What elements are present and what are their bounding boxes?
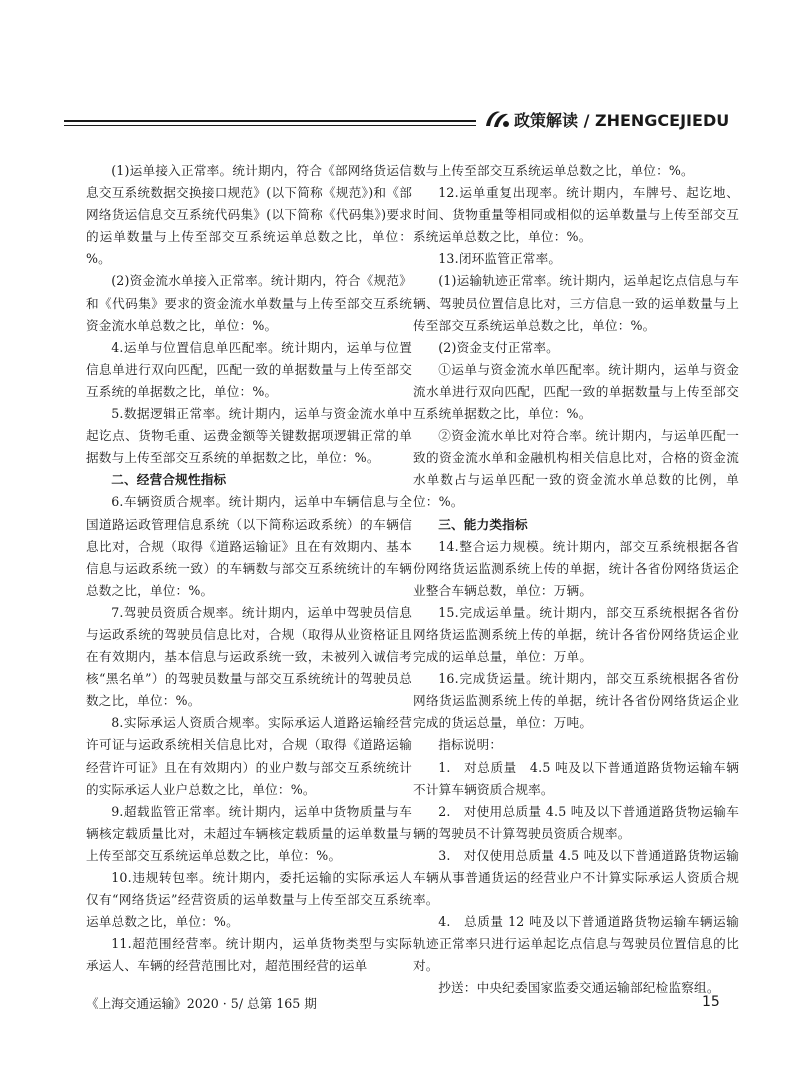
paragraph: (2)资金支付正常率。 [438, 339, 559, 355]
header-rule [64, 120, 476, 122]
paragraph: 指标说明： [438, 737, 503, 753]
section-label: 政策解读 / ZHENGCEJIEDU [514, 111, 730, 130]
paragraph: 1. 对总质量 4.5 吨及以下普通道路货物运输车辆不计算车辆资质合规率。 [413, 759, 739, 797]
journal-logo-icon [482, 106, 512, 132]
journal-footer: 《上海交通运输》2020 · 5/ 总第 165 期 [86, 996, 317, 1011]
paragraph: 13.闭环监管正常率。 [438, 251, 562, 267]
paragraph: 9.超载监管正常率。统计期内，运单中货物质量与车辆核定载质量比对，未超过车辆核定载质量的运单数量与上传至部交互系统运单总数之比，单位：%。 [86, 803, 412, 863]
paragraph: 3. 对仅使用总质量 4.5 吨及以下普通道路货物运输车辆从事普通货运的经营业户不计算实际承运人资质合规率。 [413, 847, 739, 908]
paragraph: 11.超范围经营率。统计期内，运单货物类型与实际承运人、车辆的经营范围比对，超范围经营的运单 [86, 936, 412, 974]
page-number: 15 [702, 994, 720, 1010]
paragraph: 4. 总质量 12 吨及以下普通道路货物运输车辆运输轨迹正常率只进行运单起讫点信息与驾驶员位置信息的比对。 [413, 914, 739, 974]
left-column [86, 160, 412, 977]
paragraph: 数与上传至部交互系统运单总数之比，单位：%。 [413, 163, 694, 178]
paragraph: 2. 对使用总质量 4.5 吨及以下普通道路货物运输车辆的驾驶员不计算驾驶员资质合规率。 [413, 803, 739, 841]
paragraph: (1)运输轨迹正常率。统计期内，运单起讫点信息与车辆、驾驶员位置信息比对，三方信息一致的运单数量与上传至部交互系统运单总数之比，单位：%。 [413, 273, 739, 333]
paragraph: (2)资金流水单接入正常率。统计期内，符合《规范》和《代码集》要求的资金流水单数量与上传至部交互系统资金流水单总数之比，单位：%。 [86, 273, 412, 333]
paragraph: 7.驾驶员资质合规率。统计期内，运单中驾驶员信息与运政系统的驾驶员信息比对，合规（取得从业资格证且在有效期内，基本信息与运政系统一致，未被列入诚信考核“黑名单”）的驾驶员数量与部交互系统统计的驾驶员总数之比，单位：%。 [86, 604, 412, 709]
paragraph: ①运单与资金流水单匹配率。统计期内，运单与资金流水单进行双向匹配，匹配一致的单据数量与上传至部交互系统单据数之比，单位：%。 [413, 361, 739, 422]
paragraph: 8.实际承运人资质合规率。实际承运人道路运输经营许可证与运政系统相关信息比对，合规（取得《道路运输经营许可证》且在有效期内）的业户数与部交互系统统计的实际承运人业户总数之比，单位：%。 [86, 715, 412, 797]
header-rule-thin [64, 125, 476, 126]
right-column [413, 160, 739, 1000]
paragraph: 4.运单与位置信息单匹配率。统计期内，运单与位置信息单进行双向匹配，匹配一致的单据数量与上传至部交互系统的单据数之比，单位：%。 [86, 339, 412, 399]
paragraph: (1)运单接入正常率。统计期内，符合《部网络货运信息交互系统数据交换接口规范》(以下简称《规范》)和《部网络货运信息交互系统代码集》(以下简称《代码集》)要求的运单数量与上传至部交互系统运单总数之比，单位：%。 [86, 163, 412, 267]
paragraph: ②资金流水单比对符合率。统计期内，与运单匹配一致的资金流水单和金融机构相关信息比对，合格的资金流水单数占与运单匹配一致的资金流水单总数的比例，单位：%。 [413, 428, 739, 510]
paragraph: 10.违规转包率。统计期内，委托运输的实际承运人仅有“网络货运”经营资质的运单数量与上传至部交互系统运单总数之比，单位：%。 [86, 870, 412, 930]
paragraph: 5.数据逻辑正常率。统计期内，运单与资金流水单中起讫点、货物毛重、运费金额等关键数据项逻辑正常的单据数与上传至部交互系统的单据数之比，单位：%。 [86, 406, 412, 466]
paragraph: 16.完成货运量。统计期内，部交互系统根据各省份网络货运监测系统上传的单据，统计各省份网络货运企业完成的货运总量，单位：万吨。 [413, 671, 739, 731]
section-heading: 三、能力类指标 [438, 516, 528, 532]
paragraph: 抄送：中央纪委国家监委交通运输部纪检监察组。 [438, 980, 720, 996]
paragraph: 6.车辆资质合规率。统计期内，运单中车辆信息与全国道路运政管理信息系统（以下简称运政系统）的车辆信息比对，合规（取得《道路运输证》且在有效期内、基本信息与运政系统一致）的车辆数与部交互系统统计的车辆总数之比，单位：%。 [86, 494, 412, 598]
paragraph: 15.完成运单量。统计期内，部交互系统根据各省份网络货运监测系统上传的单据，统计各省份网络货运企业完成的运单总量，单位：万单。 [413, 604, 739, 665]
paragraph: 12.运单重复出现率。统计期内，车牌号、起讫地、时间、货物重量等相同或相似的运单数量与上传至部交互系统运单总数之比，单位：%。 [413, 185, 739, 245]
section-heading: 二、经营合规性指标 [111, 472, 227, 488]
paragraph: 14.整合运力规模。统计期内，部交互系统根据各省份网络货运监测系统上传的单据，统计各省份网络货运企业整合车辆总数，单位：万辆。 [413, 538, 739, 598]
